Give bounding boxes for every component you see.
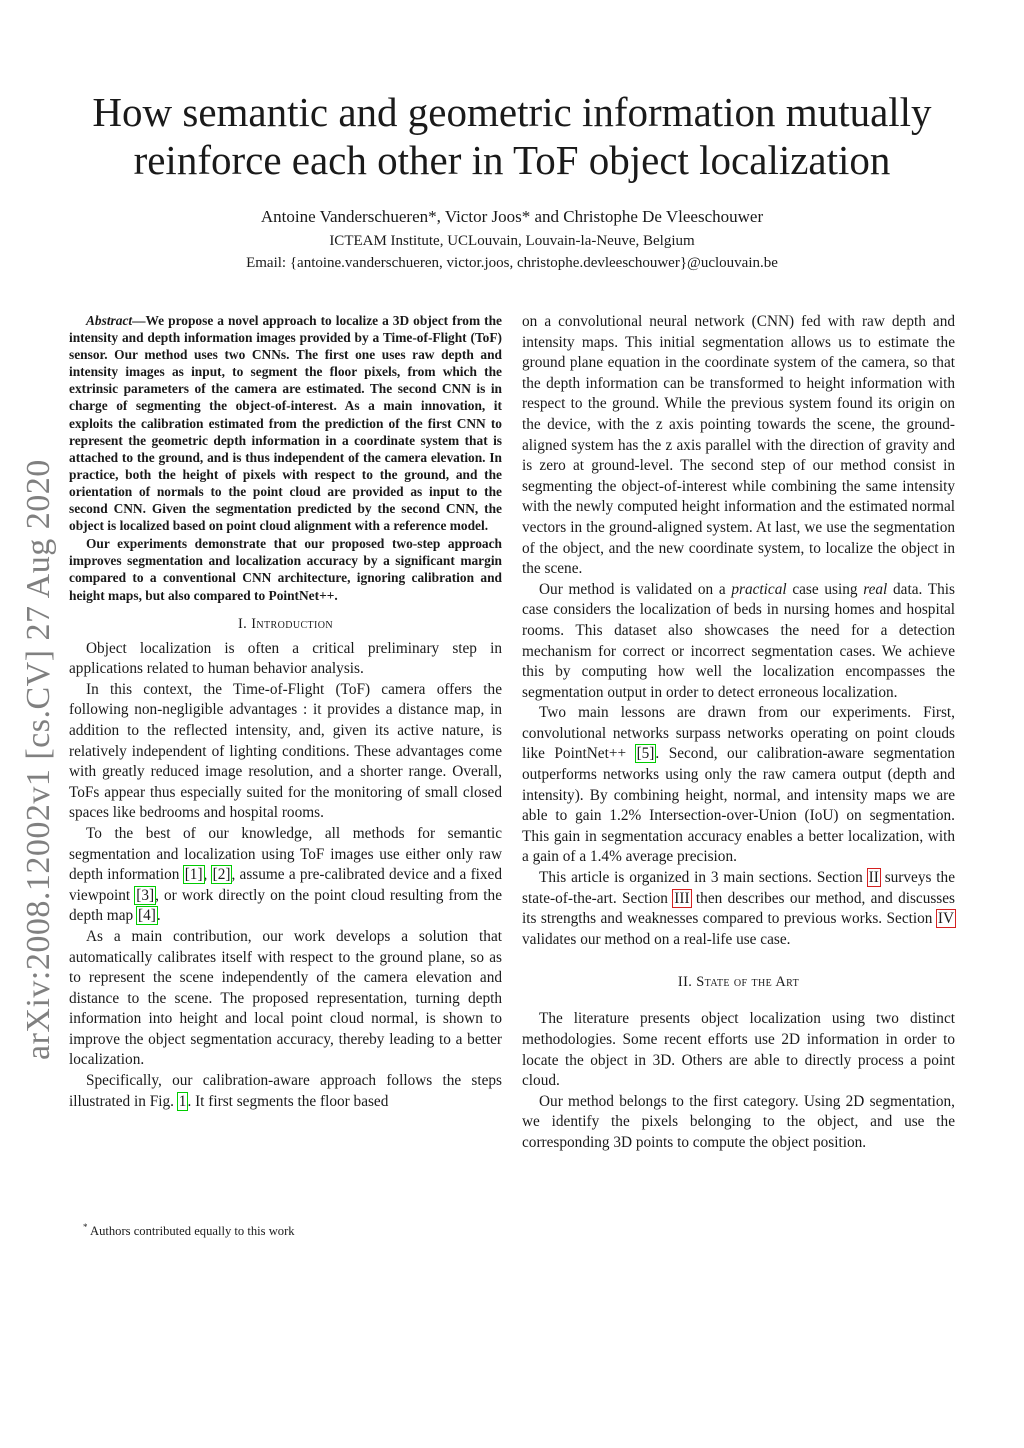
citation-link[interactable]: [3] [136, 886, 155, 904]
left-column [69, 312, 502, 1112]
affiliation: ICTEAM Institute, UCLouvain, Louvain-la-Neuve, Belgium [329, 233, 695, 249]
intro-paragraph-5: Specifically, our calibration-aware approach follows the steps illustrated in Fig. 1. It first segments the floor based [69, 1072, 502, 1110]
abstract-paragraph-2: Our experiments demonstrate that our proposed two-step approach improves segmentation and localization accuracy by a significant margin compared to a conventional CNN architecture, ignoring calibration and height maps, but also compared to PointNet++. [69, 536, 502, 603]
intro-paragraph-2: In this context, the Time-of-Flight (ToF) camera offers the following non-negligible advantages : it provides a distance map, in addition to the reflected intensity, and, given its active nature, is relatively independent of lighting conditions. These advantages come with greatly reduced image resolution, and a shorter range. Overall, ToFs appear thus especially suited for the monitoring of small closed spaces like bedrooms and hospital rooms. [69, 680, 502, 822]
intro-paragraph-4: As a main contribution, our work develops a solution that automatically calibrates itself with respect to the ground plane, so as to represent the scene independently of the camera elevation and distance to the scene. The proposed representation, turning depth information into height and local point cloud normal, is shown to improve the object segmentation accuracy, thereby leading to a better localization. [69, 927, 502, 1069]
citation-link[interactable]: [1] [184, 866, 203, 884]
introduction-left [69, 616, 502, 1113]
author-emails: Email: {antoine.vanderschueren, victor.joos, christophe.devleeschouwer}@uclouvain.be [246, 255, 778, 271]
footnote: * Authors contributed equally to this work [83, 1222, 295, 1239]
soa-paragraph-1: The literature presents object localization using two distinct methodologies. Some recent efforts use 2D information in order to locate the object in 3D. Others are able to directly process a point cloud. [522, 1010, 955, 1090]
title-line-1: How semantic and geometric information mutually [92, 89, 932, 135]
section-heading-introduction: I. Introduction [237, 615, 333, 632]
intro-paragraph-1: Object localization is often a critical preliminary step in applications related to human behavior analysis. [69, 639, 502, 678]
paper-title [40, 88, 984, 184]
intro-paragraph-5-continued: on a convolutional neural network (CNN) fed with raw depth and intensity maps. This initial segmentation allows us to estimate the ground plane equation in the coordinate system of the camera, so that the depth information can be transformed to height information with respect to the ground. While the previous system found its origin on the device, with the z axis pointing towards the scene, the ground-aligned system has the z axis parallel with the direction of gravity and is zero at ground-level. The second step of our method consist in segmenting the object-of-interest while combining the same intensity with the newly computed height information and the estimated normal vectors in the ground-aligned system. At last, we use the segmentation of the object, and the new coordinate system, to localize the object in the scene. [522, 313, 955, 578]
section-link[interactable]: IV [937, 910, 954, 928]
citation-link[interactable]: [4] [137, 907, 156, 925]
citation-link[interactable]: [5] [636, 745, 655, 763]
citation-link[interactable]: [2] [212, 866, 231, 884]
section-link[interactable]: II [868, 869, 879, 887]
abstract-paragraph-1: —We propose a novel approach to localize a 3D object from the intensity and depth information images provided by a Time-of-Flight (ToF) sensor. Our method uses two CNNs. The first one uses raw depth and intensity images as input, to segment the floor pixels, from which the extrinsic parameters of the camera are estimated. The second CNN is in charge of segmenting the object-of-interest. As a main innovation, it exploits the calibration estimated from the prediction of the first CNN to represent the geometric depth information in a coordinate system that is attached to the ground, and is thus independent of the camera elevation. In practice, both the height of pixels with respect to the ground, and the orientation of normals to the point cloud are provided as input to the second CNN. Given the segmentation predicted by the second CNN, the object is localized based on point cloud alignment with a reference model. [69, 313, 502, 534]
intro-paragraph-8: This article is organized in 3 main sections. Section II surveys the state-of-the-art. Section III then describes our method, and discusses its strengths and weaknesses compared to previous works. Section IV validates our method on a real-life use case. [522, 869, 956, 948]
soa-paragraph-2: Our method belongs to the first category. Using 2D segmentation, we identify the pixels belonging to the object, and use the corresponding 3D points to compute the object position. [522, 1092, 955, 1151]
right-column [522, 312, 955, 1154]
section-heading-state-of-the-art: II. State of the Art [677, 974, 800, 991]
abstract-label: Abstract [86, 313, 133, 328]
arxiv-identifier: arXiv:2008.12002v1 [cs.CV] 27 Aug 2020 [20, 459, 57, 1060]
intro-paragraph-6: Our method is validated on a practical case using real data. This case considers the localization of beds in nursing homes and hospital rooms. This dataset also showcases the need for a detection mechanism for correct or incorrect segmentation cases. We achieve this by computing how well the localization encompasses the segmentation output in order to detect erroneous localization. [522, 580, 955, 701]
abstract [69, 312, 502, 604]
author-list: Antoine Vanderschueren*, Victor Joos* and Christophe De Vleeschouwer [260, 207, 764, 226]
section-link[interactable]: III [674, 889, 690, 907]
intro-paragraph-7: Two main lessons are drawn from our experiments. First, convolutional networks surpass networks operating on point clouds like PointNet++ [5]. Second, our calibration-aware segmentation outperforms networks using only the raw camera output (depth and intensity). By combining height, normal, and intensity maps we are able to gain 1.2% Intersection-over-Union (IoU) on segmentation. This gain in segmentation accuracy enables a better localization, with a gain of a 1.4% average precision. [522, 704, 955, 866]
title-line-2: reinforce each other in ToF object localization [133, 137, 891, 183]
figure-link[interactable]: 1 [178, 1092, 187, 1110]
intro-paragraph-3: To the best of our knowledge, all methods for semantic segmentation and localization using ToF images use either only raw depth information [1], [2], assume a pre-calibrated device and a fixed viewpoint [3], or work directly on the point cloud resulting from the depth map [4]. [69, 824, 502, 925]
